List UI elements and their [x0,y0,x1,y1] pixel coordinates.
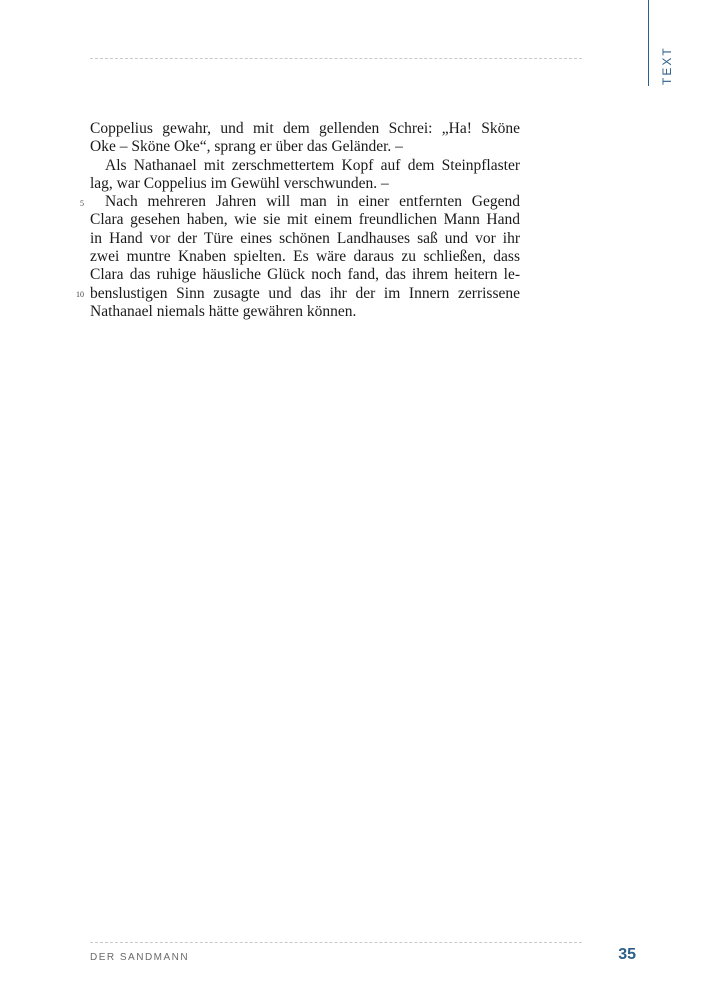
text-line: in Hand vor der Türe eines schönen Landhauses saß und vor ihr [90,229,520,247]
text-line: Nathanael niemals hätte gewähren können. [90,302,357,320]
footer-book-title: DER SANDMANN [90,952,190,963]
text-line: Oke – Sköne Oke“, sprang er über das Geländer. – [90,138,403,156]
bottom-dashed-rule [90,942,582,943]
line-number-10: 10 [76,290,84,299]
text-line: Coppelius gewahr, und mit dem gellenden Schrei: „Ha! Sköne [90,120,520,137]
page-number: 35 [618,946,636,963]
body-text [90,120,520,321]
text-line: benslustigen Sinn zusagte und das ihr der im Innern zerrissene [90,284,520,302]
text-line: Als Nathanael mit zerschmettertem Kopf auf dem Steinpflaster [105,156,520,174]
text-line: Clara das ruhige häusliche Glück noch fand, das ihrem heitern le- [90,266,520,284]
text-line: Clara gesehen haben, wie sie mit einem freundlichen Mann Hand [90,211,520,229]
side-tab-label: TEXT [660,46,674,86]
text-line: lag, war Coppelius im Gewühl verschwunden. – [90,174,389,192]
text-line: zwei muntre Knaben spielten. Es wäre daraus zu schließen, dass [90,248,520,266]
top-dashed-rule [90,58,582,59]
text-line: Nach mehreren Jahren will man in einer entfernten Gegend [105,193,520,211]
side-tab-line [648,0,649,86]
line-number-5: 5 [80,199,84,208]
